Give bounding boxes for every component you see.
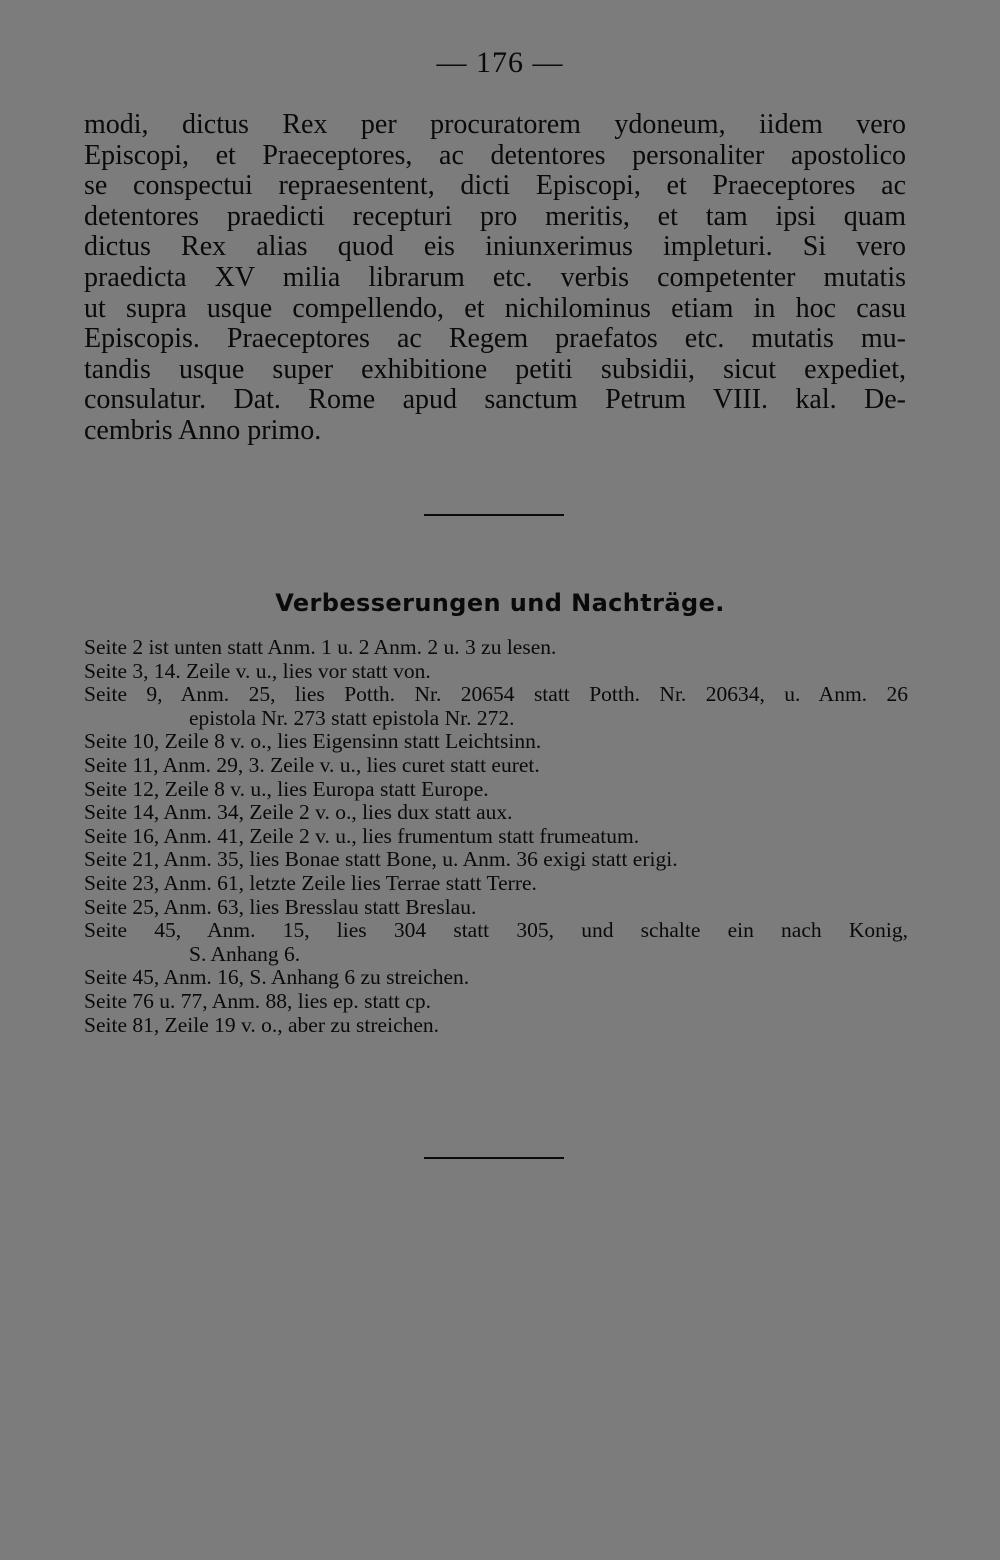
body-line: dictus Rex alias quod eis iniunxerimus impleturi. Si vero xyxy=(84,231,906,263)
section-heading: Verbesserungen und Nachträge. xyxy=(275,589,725,617)
correction-continuation-line: S. Anhang 6. xyxy=(189,941,301,966)
correction-entry xyxy=(84,1014,908,1038)
body-line: consulatur. Dat. Rome apud sanctum Petrum VIII. kal. De- xyxy=(84,384,906,416)
corrections-list xyxy=(84,636,908,1037)
body-line: Episcopi, et Praeceptores, ac detentores personaliter apostolico xyxy=(84,139,906,171)
correction-entry xyxy=(84,825,908,849)
correction-entry xyxy=(84,778,908,802)
correction-line: Seite 3, 14. Zeile v. u., lies vor statt von. xyxy=(84,658,431,683)
correction-entry xyxy=(84,919,908,966)
correction-entry xyxy=(84,730,908,754)
body-line: cembris Anno primo. xyxy=(84,414,322,446)
correction-entry xyxy=(84,896,908,920)
correction-line: Seite 45, Anm. 16, S. Anhang 6 zu streichen. xyxy=(84,965,470,990)
correction-line: Seite 76 u. 77, Anm. 88, lies ep. statt cp. xyxy=(84,988,431,1013)
correction-entry xyxy=(84,990,908,1014)
correction-entry xyxy=(84,801,908,825)
body-line: modi, dictus Rex per procuratorem ydoneum, iidem vero xyxy=(84,109,906,140)
correction-entry xyxy=(84,754,908,778)
correction-continuation-line: epistola Nr. 273 statt epistola Nr. 272. xyxy=(189,705,515,730)
latin-body-text xyxy=(84,110,906,447)
section-divider xyxy=(424,514,564,516)
correction-entry xyxy=(84,636,908,660)
correction-entry xyxy=(84,683,908,730)
correction-line: Seite 16, Anm. 41, Zeile 2 v. u., lies frumentum statt frumeatum. xyxy=(84,823,640,848)
body-line: ut supra usque compellendo, et nichilominus etiam in hoc casu xyxy=(84,292,906,324)
correction-line: Seite 11, Anm. 29, 3. Zeile v. u., lies curet statt euret. xyxy=(84,752,540,777)
body-line: praedicta XV milia librarum etc. verbis competenter mutatis xyxy=(84,261,906,293)
correction-entry xyxy=(84,660,908,684)
body-line: Episcopis. Praeceptores ac Regem praefatos etc. mutatis mu- xyxy=(84,323,906,355)
correction-line: Seite 12, Zeile 8 v. u., lies Europa statt Europe. xyxy=(84,776,489,801)
correction-line: Seite 2 ist unten statt Anm. 1 u. 2 Anm. 2 u. 3 zu lesen. xyxy=(84,635,557,659)
correction-line: Seite 21, Anm. 35, lies Bonae statt Bone, u. Anm. 36 exigi statt erigi. xyxy=(84,847,678,872)
body-line: tandis usque super exhibitione petiti subsidii, sicut expediet, xyxy=(84,353,906,385)
correction-line: Seite 10, Zeile 8 v. o., lies Eigensinn statt Leichtsinn. xyxy=(84,729,542,754)
correction-line: Seite 9, Anm. 25, lies Potth. Nr. 20654 statt Potth. Nr. 20634, u. Anm. 26 xyxy=(84,682,908,707)
page-number: — 176 — xyxy=(436,46,564,79)
body-line: se conspectui repraesentent, dicti Episcopi, et Praeceptores ac xyxy=(84,170,906,202)
body-line: detentores praedicti recepturi pro meritis, et tam ipsi quam xyxy=(84,200,906,232)
page-end-divider xyxy=(424,1157,564,1159)
correction-entry xyxy=(84,966,908,990)
correction-entry xyxy=(84,872,908,896)
correction-line: Seite 25, Anm. 63, lies Bresslau statt Breslau. xyxy=(84,894,477,919)
correction-line: Seite 45, Anm. 15, lies 304 statt 305, und schalte ein nach Konig, xyxy=(84,918,908,943)
correction-line: Seite 81, Zeile 19 v. o., aber zu streichen. xyxy=(84,1012,440,1037)
correction-entry xyxy=(84,848,908,872)
correction-line: Seite 14, Anm. 34, Zeile 2 v. o., lies dux statt aux. xyxy=(84,800,513,825)
correction-line: Seite 23, Anm. 61, letzte Zeile lies Terrae statt Terre. xyxy=(84,870,537,895)
